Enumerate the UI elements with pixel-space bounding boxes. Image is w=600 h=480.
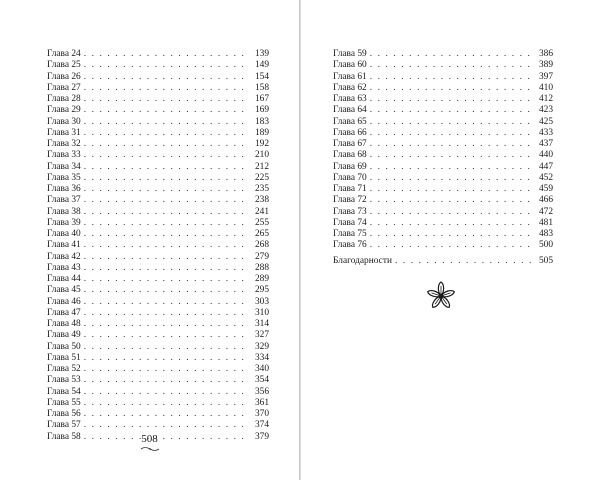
dot-leader bbox=[84, 105, 250, 116]
toc-entry[interactable] bbox=[47, 297, 269, 308]
toc-entry-label: Глава 32 bbox=[47, 139, 81, 149]
toc-entry-page: 268 bbox=[254, 240, 269, 251]
left-page bbox=[0, 0, 299, 480]
toc-entry-label: Глава 48 bbox=[47, 319, 81, 329]
toc-entry-label: Глава 57 bbox=[47, 420, 81, 431]
toc-entry-page: 472 bbox=[538, 206, 553, 217]
toc-entry-page: 314 bbox=[254, 319, 269, 329]
dot-leader bbox=[84, 195, 250, 206]
toc-entry[interactable] bbox=[47, 83, 269, 94]
dot-leader bbox=[84, 117, 250, 128]
toc-entry-page: 212 bbox=[254, 161, 269, 172]
toc-entry[interactable] bbox=[47, 353, 269, 364]
toc-entry-label: Глава 64 bbox=[333, 105, 367, 116]
toc-entry-label: Глава 69 bbox=[333, 161, 367, 172]
toc-entry-page: 149 bbox=[254, 60, 269, 71]
dot-leader bbox=[370, 195, 534, 206]
toc-entry-page: 189 bbox=[254, 127, 269, 138]
toc-entry[interactable] bbox=[333, 184, 553, 195]
toc-entry-page: 379 bbox=[254, 431, 269, 442]
toc-entry-page: 235 bbox=[254, 184, 269, 194]
toc-entry-label: Благодарности bbox=[333, 255, 392, 266]
toc-entry-page: 370 bbox=[254, 409, 269, 419]
toc-entry-page: 340 bbox=[254, 364, 269, 374]
dot-leader bbox=[84, 83, 250, 94]
toc-entry[interactable] bbox=[47, 94, 269, 105]
dot-leader bbox=[370, 105, 534, 116]
dot-leader bbox=[84, 387, 250, 398]
dot-leader bbox=[370, 128, 534, 139]
dot-leader bbox=[84, 184, 250, 195]
toc-entry-page: 329 bbox=[254, 341, 269, 352]
toc-entry-page: 167 bbox=[254, 94, 269, 104]
toc-entry-page: 500 bbox=[538, 240, 553, 251]
toc-entry-label: Глава 70 bbox=[333, 172, 367, 183]
page-number: 508 bbox=[141, 433, 158, 445]
toc-entry-label: Глава 49 bbox=[47, 330, 81, 341]
toc-entry-label: Глава 51 bbox=[47, 352, 81, 363]
toc-entry-page: 466 bbox=[538, 195, 553, 206]
toc-entry-label: Глава 43 bbox=[47, 262, 81, 273]
toc-entry-label: Глава 34 bbox=[47, 161, 81, 172]
toc-entry-page: 139 bbox=[254, 49, 269, 59]
dot-leader bbox=[84, 128, 250, 139]
toc-entry-page: 389 bbox=[538, 60, 553, 71]
toc-entry-label: Глава 27 bbox=[47, 82, 81, 93]
toc-entry-label: Глава 68 bbox=[333, 150, 367, 161]
dot-leader bbox=[84, 218, 250, 229]
toc-entry-label: Глава 53 bbox=[47, 375, 81, 386]
dot-leader bbox=[84, 342, 250, 353]
toc-entry-page: 154 bbox=[254, 71, 269, 82]
dot-leader bbox=[370, 49, 534, 60]
toc-entry[interactable] bbox=[47, 150, 269, 161]
toc-entry-label: Глава 29 bbox=[47, 105, 81, 116]
toc-entry-acknowledgements[interactable] bbox=[333, 256, 553, 267]
toc-entry-page: 303 bbox=[254, 296, 269, 307]
toc-entry-page: 452 bbox=[538, 172, 553, 183]
toc-entry-page: 483 bbox=[538, 229, 553, 239]
toc-entry-page: 225 bbox=[254, 172, 269, 183]
toc-entry-label: Глава 40 bbox=[47, 229, 81, 239]
dot-leader bbox=[370, 173, 534, 184]
toc-entry[interactable] bbox=[333, 139, 553, 150]
dot-leader bbox=[370, 139, 534, 150]
toc-entry-page: 288 bbox=[254, 262, 269, 273]
toc-entry-label: Глава 41 bbox=[47, 240, 81, 251]
toc-entry[interactable] bbox=[333, 218, 553, 229]
toc-entry[interactable] bbox=[47, 398, 269, 409]
toc-entry-page: 423 bbox=[538, 105, 553, 116]
toc-entry[interactable] bbox=[333, 49, 553, 60]
dot-leader bbox=[84, 49, 250, 60]
flower-ornament-icon bbox=[426, 281, 456, 311]
toc-entry-label: Глава 33 bbox=[47, 150, 81, 161]
dot-leader bbox=[370, 83, 534, 94]
toc-entry-label: Глава 44 bbox=[47, 274, 81, 284]
toc-entry-page: 241 bbox=[254, 206, 269, 217]
toc-entry-label: Глава 71 bbox=[333, 184, 367, 194]
toc-entry-label: Глава 39 bbox=[47, 217, 81, 228]
dot-leader bbox=[84, 94, 250, 105]
toc-entry-label: Глава 67 bbox=[333, 139, 367, 149]
toc-entry[interactable] bbox=[47, 420, 269, 431]
toc-entry[interactable] bbox=[47, 330, 269, 341]
toc-entry[interactable] bbox=[47, 207, 269, 218]
toc-entry[interactable] bbox=[47, 240, 269, 251]
toc-entry-page: 327 bbox=[254, 330, 269, 341]
dot-leader bbox=[84, 229, 250, 240]
dot-leader bbox=[370, 229, 534, 240]
dot-leader bbox=[84, 364, 250, 375]
dot-leader bbox=[370, 72, 534, 83]
toc-entry[interactable] bbox=[333, 105, 553, 116]
dot-leader bbox=[84, 240, 250, 251]
dot-leader bbox=[370, 218, 534, 229]
toc-entry[interactable] bbox=[47, 128, 269, 139]
toc-entry[interactable] bbox=[47, 184, 269, 195]
toc-entry[interactable] bbox=[333, 128, 553, 139]
dot-leader bbox=[370, 207, 534, 218]
toc-entry-label: Глава 30 bbox=[47, 116, 81, 127]
toc-entry[interactable] bbox=[47, 274, 269, 285]
toc-entry-label: Глава 59 bbox=[333, 49, 367, 59]
toc-entry-page: 505 bbox=[538, 255, 553, 266]
toc-entry-label: Глава 45 bbox=[47, 285, 81, 296]
toc-entry[interactable] bbox=[47, 409, 269, 420]
dot-leader bbox=[84, 330, 250, 341]
toc-entry-page: 289 bbox=[254, 274, 269, 284]
toc-entry-page: 361 bbox=[254, 397, 269, 408]
toc-entry-page: 279 bbox=[254, 251, 269, 262]
toc-entry-page: 425 bbox=[538, 116, 553, 127]
toc-entry-label: Глава 58 bbox=[47, 431, 81, 442]
toc-entry-page: 158 bbox=[254, 82, 269, 93]
dot-leader bbox=[395, 256, 534, 267]
toc-entry-label: Глава 73 bbox=[333, 206, 367, 217]
toc-entry[interactable] bbox=[47, 139, 269, 150]
toc-entry-label: Глава 76 bbox=[333, 240, 367, 251]
toc-entry-page: 374 bbox=[254, 420, 269, 431]
toc-entry-label: Глава 65 bbox=[333, 116, 367, 127]
toc-entry[interactable] bbox=[333, 229, 553, 240]
toc-entry-label: Глава 47 bbox=[47, 307, 81, 318]
toc-entry-label: Глава 25 bbox=[47, 60, 81, 71]
toc-entry[interactable] bbox=[47, 308, 269, 319]
dot-leader bbox=[84, 162, 250, 173]
dot-leader bbox=[84, 207, 250, 218]
toc-entry[interactable] bbox=[333, 150, 553, 161]
toc-entry-page: 412 bbox=[538, 94, 553, 104]
toc-entry[interactable] bbox=[47, 375, 269, 386]
toc-entry[interactable] bbox=[333, 207, 553, 218]
toc-entry[interactable] bbox=[47, 285, 269, 296]
toc-entry-page: 397 bbox=[538, 71, 553, 82]
dot-leader bbox=[370, 162, 534, 173]
toc-entry-page: 183 bbox=[254, 116, 269, 127]
toc-entry-label: Глава 62 bbox=[333, 82, 367, 93]
toc-entry[interactable] bbox=[333, 60, 553, 71]
toc-entry-label: Глава 63 bbox=[333, 94, 367, 104]
toc-entry-page: 410 bbox=[538, 82, 553, 93]
toc-entry-label: Глава 56 bbox=[47, 409, 81, 419]
toc-entry[interactable] bbox=[47, 252, 269, 263]
dot-leader bbox=[84, 308, 250, 319]
dot-leader bbox=[84, 252, 250, 263]
toc-entry[interactable] bbox=[47, 229, 269, 240]
toc-entry[interactable] bbox=[47, 218, 269, 229]
toc-entry[interactable] bbox=[47, 364, 269, 375]
toc-entry-page: 238 bbox=[254, 195, 269, 206]
toc-entry-page: 295 bbox=[254, 285, 269, 296]
dot-leader bbox=[84, 285, 250, 296]
toc-entry[interactable] bbox=[333, 117, 553, 128]
toc-entry-label: Глава 35 bbox=[47, 172, 81, 183]
toc-entry[interactable] bbox=[333, 72, 553, 83]
toc-entry-page: 386 bbox=[538, 49, 553, 59]
toc-entry-page: 447 bbox=[538, 161, 553, 172]
toc-entry-label: Глава 55 bbox=[47, 397, 81, 408]
dot-leader bbox=[370, 94, 534, 105]
dot-leader bbox=[370, 60, 534, 71]
dot-leader bbox=[84, 150, 250, 161]
toc-entry-page: 192 bbox=[254, 139, 269, 149]
toc-entry-label: Глава 72 bbox=[333, 195, 367, 206]
dot-leader bbox=[84, 263, 250, 274]
toc-entry-label: Глава 50 bbox=[47, 341, 81, 352]
toc-entry-page: 481 bbox=[538, 217, 553, 228]
toc-entry-label: Глава 74 bbox=[333, 217, 367, 228]
dot-leader bbox=[370, 184, 534, 195]
toc-entry-label: Глава 61 bbox=[333, 71, 367, 82]
toc-entry-label: Глава 28 bbox=[47, 94, 81, 104]
toc-entry-label: Глава 36 bbox=[47, 184, 81, 194]
toc-entry[interactable] bbox=[47, 387, 269, 398]
toc-entry[interactable] bbox=[47, 72, 269, 83]
dot-leader bbox=[370, 117, 534, 128]
dot-leader bbox=[84, 173, 250, 184]
dot-leader bbox=[84, 353, 250, 364]
toc-entry-page: 210 bbox=[254, 150, 269, 161]
toc-entry-page: 354 bbox=[254, 375, 269, 386]
dot-leader bbox=[84, 375, 250, 386]
dot-leader bbox=[84, 420, 250, 431]
dot-leader bbox=[84, 274, 250, 285]
toc-entry[interactable] bbox=[47, 195, 269, 206]
toc-entry-label: Глава 38 bbox=[47, 206, 81, 217]
toc-entry[interactable] bbox=[333, 94, 553, 105]
dot-leader bbox=[84, 409, 250, 420]
toc-entry[interactable] bbox=[333, 195, 553, 206]
dot-leader bbox=[84, 60, 250, 71]
toc-entry[interactable] bbox=[47, 117, 269, 128]
dot-leader bbox=[84, 139, 250, 150]
toc-entry-label: Глава 42 bbox=[47, 251, 81, 262]
toc-entry-page: 310 bbox=[254, 307, 269, 318]
toc-entry[interactable] bbox=[47, 263, 269, 274]
toc-entry-label: Глава 66 bbox=[333, 127, 367, 138]
toc-entry-label: Глава 60 bbox=[333, 60, 367, 71]
dot-leader bbox=[84, 398, 250, 409]
toc-entry[interactable] bbox=[333, 173, 553, 184]
toc-entry[interactable] bbox=[333, 162, 553, 173]
toc-entry-page: 440 bbox=[538, 150, 553, 161]
toc-entry[interactable] bbox=[47, 319, 269, 330]
toc-entry[interactable] bbox=[333, 240, 553, 251]
toc-entry-page: 255 bbox=[254, 217, 269, 228]
toc-entry[interactable] bbox=[47, 342, 269, 353]
right-page bbox=[301, 0, 600, 480]
toc-entry[interactable] bbox=[47, 49, 269, 60]
toc-entry-page: 169 bbox=[254, 105, 269, 116]
toc-entry[interactable] bbox=[47, 105, 269, 116]
toc-entry[interactable] bbox=[47, 173, 269, 184]
toc-entry-page: 437 bbox=[538, 139, 553, 149]
table-of-contents-right bbox=[333, 49, 553, 267]
toc-entry-label: Глава 54 bbox=[47, 386, 81, 397]
dot-leader bbox=[84, 297, 250, 308]
toc-entry-label: Глава 37 bbox=[47, 195, 81, 206]
flourish-icon bbox=[140, 446, 160, 452]
toc-entry[interactable] bbox=[47, 162, 269, 173]
toc-entry-label: Глава 24 bbox=[47, 49, 81, 59]
toc-entry-label: Глава 26 bbox=[47, 71, 81, 82]
toc-entry[interactable] bbox=[47, 60, 269, 71]
toc-entry-label: Глава 75 bbox=[333, 229, 367, 239]
toc-entry-page: 459 bbox=[538, 184, 553, 194]
dot-leader bbox=[370, 240, 534, 251]
toc-entry-page: 265 bbox=[254, 229, 269, 239]
toc-entry-page: 433 bbox=[538, 127, 553, 138]
toc-entry-label: Глава 46 bbox=[47, 296, 81, 307]
toc-entry-label: Глава 52 bbox=[47, 364, 81, 374]
dot-leader bbox=[370, 150, 534, 161]
toc-entry-page: 356 bbox=[254, 386, 269, 397]
toc-entry-page: 334 bbox=[254, 352, 269, 363]
toc-entry[interactable] bbox=[333, 83, 553, 94]
dot-leader bbox=[84, 72, 250, 83]
dot-leader bbox=[84, 319, 250, 330]
toc-entry-label: Глава 31 bbox=[47, 127, 81, 138]
table-of-contents-left bbox=[47, 49, 269, 443]
